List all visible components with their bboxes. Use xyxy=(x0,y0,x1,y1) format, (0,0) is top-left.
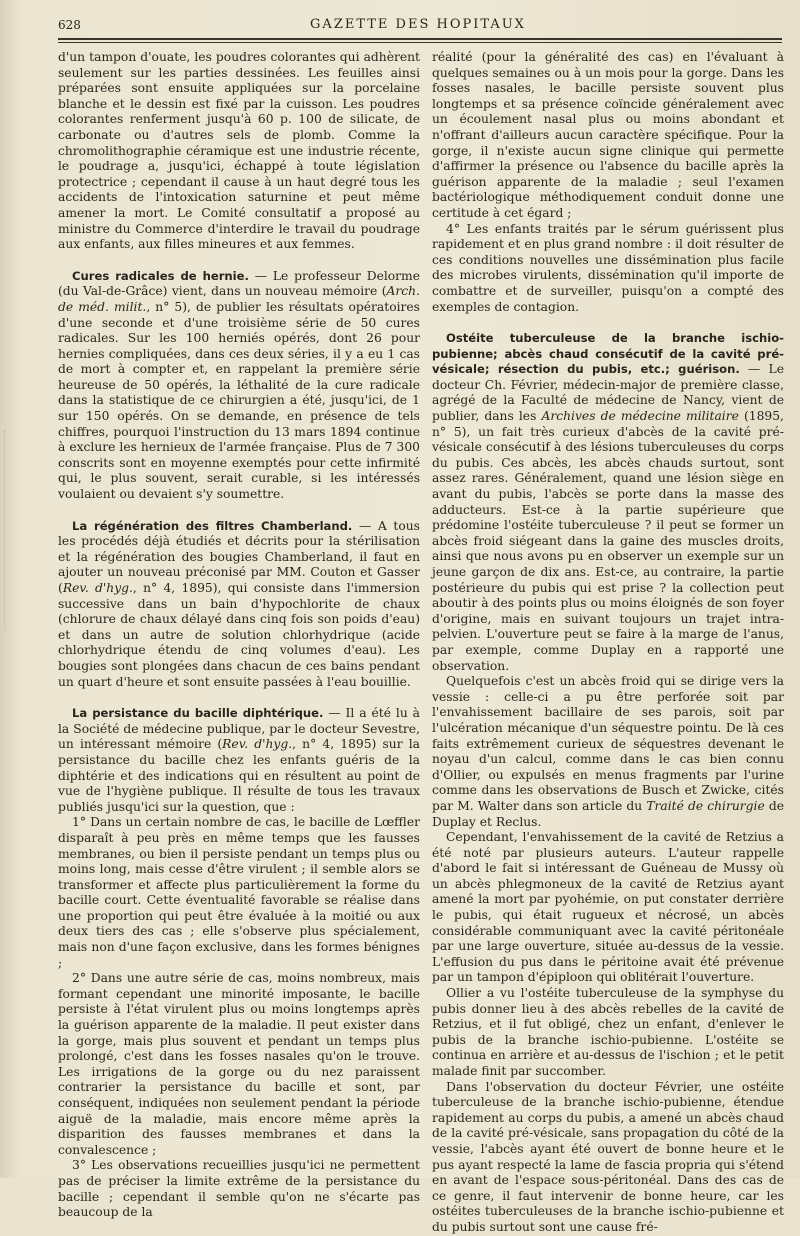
article-text: — Le docteur Ch. Février, médecin-major de première classe, agrégé de la Faculté de médecine de Nancy, vient de publier, dans les xyxy=(432,362,784,424)
paragraph: Ollier a vu l'ostéite tuberculeuse de la symphyse du pubis donner lieu à des abcès rebelles de la cavité de Retzius, et il fut obligé, chez un enfant, d'enlever le pubis de la branche ischio-pubienne. L'ostéite se continua en arrière et au-dessus de l'ischion ; et le petit malade finit par succomber. xyxy=(432,986,784,1078)
paragraph: réalité (pour la généralité des cas) en l'évaluant à quelques semaines ou à un mois pour la gorge. Dans les fosses nasales, le bacille persiste souvent plus longtemps et sa présence coïncide généralement avec un écoulement nasal plus ou moins abondant et n'offrant d'ailleurs aucun caractère spécifique. Pour la gorge, il n'existe aucun signe clinique qui permette d'affirmer la présence ou l'absence du bacille après la guérison apparente de la maladie ; seul l'examen bactériologique méthodiquement conduit donne une certitude à cet égard ; xyxy=(432,50,784,220)
article-text: — Il a été lu à la Société de médecine publique, par le docteur Sevestre, un intéressant mémoire ( xyxy=(58,706,420,752)
paragraph: 4° Les enfants traités par le sérum guérissent plus rapidement et en plus grand nombre : il doit résulter de ces conditions nouvelles une dissémination plus facile des microbes virulents, dissémination qu'il importe de combattre et de surveiller, puisqu'on a compté des exemples de contagion. xyxy=(432,221,784,314)
paragraph: Dans l'observation du docteur Février, une ostéite tuberculeuse de la branche ischio-pubienne, étendue rapidement au corps du pubis, a amené un abcès chaud de la cavité pré-vésicale, sans propagation du côté de la vessie, l'abcès ayant été ouvert de bonne heure et le pus ayant respecté la lame de fascia propria qui s'étend en avant de l'espace sous-péritonéal. Dans des cas de ce genre, il faut intervenir de bonne heure, car les ostéites tuberculeuses de la branche ischio-pubienne et du pubis surtout sont une cause fré- xyxy=(432,1079,784,1234)
article-text: — Le professeur Delorme (du Val-de-Grâce) vient, dans un nouveau mémoire ( xyxy=(58,268,420,299)
article-heading: La persistance du bacille diphtérique. xyxy=(72,706,324,721)
citation: Archives de médecine militaire xyxy=(541,409,739,424)
article-text: (1895, n° 5), un fait très curieux d'abcès de la cavité pré-vésicale consécutif à des lésions tuberculeuses du corps du pubis. Ces abcès, les abcès chauds surtout, sont assez rares. Généralement, quand une lésion siège en avant du pubis, l'abcès se porte dans la masse des adducteurs. Est-ce à la partie supérieure que prédomine l'ostéite tuberculeuse ? il peut se former un abcès froid siégeant dans la gaine des muscles droits, ainsi que nous avons pu en observer un exemple sur un jeune garçon de dix ans. Est-ce, au contraire, la partie postérieure du pubis qui est prise ? la collection peut aboutir à des points plus ou moins éloignés de son foyer d'origine, mais en suivant toujours un trajet intra-pelvien. L'ouverture peut se faire à la marge de l'anus, par exemple, comme Duplay en a rapporté une observation. xyxy=(432,409,784,673)
article-text: , n° 4, 1895), qui consiste dans l'immersion successive dans un bain d'hypochlorite de chaux (chlorure de chaux délayé dans cinq fois son poids d'eau) et dans un autre de solution chlorhydrique (acide chlorhydrique étendu de cinq volumes d'eau). Les bougies sont plongées dans chacun de ces bains pendant un quart d'heure et sont ensuite passées à l'eau bouillie. xyxy=(58,581,420,689)
paragraph-text: de Duplay et Reclus. xyxy=(432,798,785,829)
article-text: , n° 5), de publier les résultats opératoires d'une seconde et d'une troisième série de 50 cures radicales. Sur les 100 herniés opérés, dont 26 pour hernies compliquées, dans ces deux séries, il y a eu 1 cas de mort à compter et, en rappelant la première série heureuse de 50 opérés, la léthalité de la cure radicale dans la statistique de ce chirurgien a été, jusqu'ici, de 1 sur 150 opérés. On se demande, en présence de tels chiffres, pourquoi l'instruction du 13 mars 1894 continue à exclure les hernieux de l'armée française. Plus de 7 300 conscrits sont en moyenne exemptés pour cette infirmité qui, le plus souvent, serait curable, si les intéressés voulaient ou devaient s'y soumettre. xyxy=(58,299,420,502)
page-number: 628 xyxy=(58,18,81,32)
article-osteite xyxy=(432,331,784,674)
paragraph: 1° Dans un certain nombre de cas, le bacille de Lœffler disparaît à peu près en même temps que les fausses membranes, ou bien il persiste pendant un temps plus ou moins long, mais cesse d'être virulent ; il semble alors se transformer et affecte plus particulièrement la forme du bacille court. Cette éventualité favorable se réalise dans une proportion qui peut être évaluée à la moitié ou aux deux tiers des cas ; elle s'observe plus spécialement, mais non d'une façon exclusive, dans les formes bénignes ; xyxy=(58,815,420,970)
paragraph: Cependant, l'envahissement de la cavité de Retzius a été noté par plusieurs auteurs. L'auteur rappelle d'abord le fait si intéressant de Guéneau de Mussy où un abcès phlegmoneux de la cavité de Retzius ayant amené la mort par pyohémie, on put constater derrière le pubis, qui était rugueux et nécrosé, un abcès considérable communiquant avec la cavité péritonéale par une large ouverture, située au-dessus de la vessie. L'effusion du pus dans le péritoine avait été prévenue par un tampon d'épiploon qui oblitérait l'ouverture. xyxy=(432,830,784,985)
article-hernie xyxy=(58,269,420,503)
citation: Rev. d'hyg. xyxy=(222,737,293,752)
paragraph: 2° Dans une autre série de cas, moins nombreux, mais formant cependant une minorité imposante, le bacille persiste à l'état virulent plus ou moins longtemps après la guérison apparente de la maladie. Il peut exister dans la gorge, mais plus souvent et pendant un temps plus prolongé, c'est dans les fosses nasales qu'on le trouve. Les irrigations de la gorge ou du nez paraissent contrarier la persistance du bacille et sont, par conséquent, indiquées non seulement pendant la période aiguë de la maladie, mais encore même après la disparition des fausses membranes et dans la convalescence ; xyxy=(58,971,420,1157)
citation: Traité de chirurgie xyxy=(646,798,765,813)
left-column xyxy=(58,50,420,1221)
right-column xyxy=(432,50,784,1236)
article-heading: Ostéite tuberculeuse de la branche ischio-pubienne; abcès chaud consécutif de la cavité pré-vésicale; résection du pubis, etc.; guérison. xyxy=(432,331,784,377)
citation: Arch. de méd. milit. xyxy=(58,284,420,314)
paragraph-text: Quelquefois c'est un abcès froid qui se dirige vers la vessie : celle-ci a pu être perforée soit par l'envahissement bacillaire de ses parois, soit par l'ulcération mécanique d'un séquestre pointu. De là ces faits extrêmement curieux de séquestres devenant le noyau d'un calcul, comme dans le cas bien connu d'Ollier, ou expulsés en menus fragments par l'urine comme dans les observations de Busch et Zwicke, cités par M. Walter dans son article du xyxy=(432,674,784,813)
article-text: — A tous les procédés déjà étudiés et décrits pour la stérilisation et la régénération des bougies Chamberland, il faut en ajouter un nouveau préconisé par MM. Couton et Gasser ( xyxy=(58,518,420,595)
paragraph: d'un tampon d'ouate, les poudres colorantes qui adhèrent seulement sur les parties dessinées. Les feuilles ainsi préparées sont ensuite appliquées sur la porcelaine blanche et le dessin est fixé par la cuisson. Les poudres colorantes renferment jusqu'à 60 p. 100 de silicate, de carbonate ou d'autres sels de plomb. Comme la chromolithographie céramique est une industrie récente, le poudrage a, jusqu'ici, échappé à toute législation protectrice ; cependant il cause à un haut degré tous les accidents de l'intoxication saturnine et peut même amener la mort. Le Comité consultatif a proposé au ministre du Commerce d'interdire le travail du poudrage aux enfants, aux filles mineures et aux femmes. xyxy=(58,50,420,252)
citation: Rev. d'hyg. xyxy=(62,581,133,595)
header-rule-thin xyxy=(58,42,782,43)
running-title: GAZETTE DES HOPITAUX xyxy=(310,17,526,32)
margin-stain xyxy=(4,430,15,630)
article-text: , n° 4, 1895) sur la persistance du bacille chez les enfants guéris de la diphtérie et des indications qui en résultent au point de vue de l'hygiène publique. Il résulte de tous les travaux publiés jusqu'ici sur la question, que : xyxy=(58,737,420,814)
paragraph xyxy=(432,674,784,830)
article-bacille xyxy=(58,706,420,815)
article-filtres xyxy=(58,519,420,691)
paragraph: 3° Les observations recueillies jusqu'ici ne permettent pas de préciser la limite extrême de la persistance du bacille ; cependant il semble qu'on ne s'écarte pas beaucoup de la xyxy=(58,1158,420,1220)
article-heading: Cures radicales de hernie. xyxy=(72,268,249,283)
article-heading: La régénération des filtres Chamberland. xyxy=(72,518,353,533)
header-rule xyxy=(58,38,782,40)
page-header xyxy=(58,14,778,40)
